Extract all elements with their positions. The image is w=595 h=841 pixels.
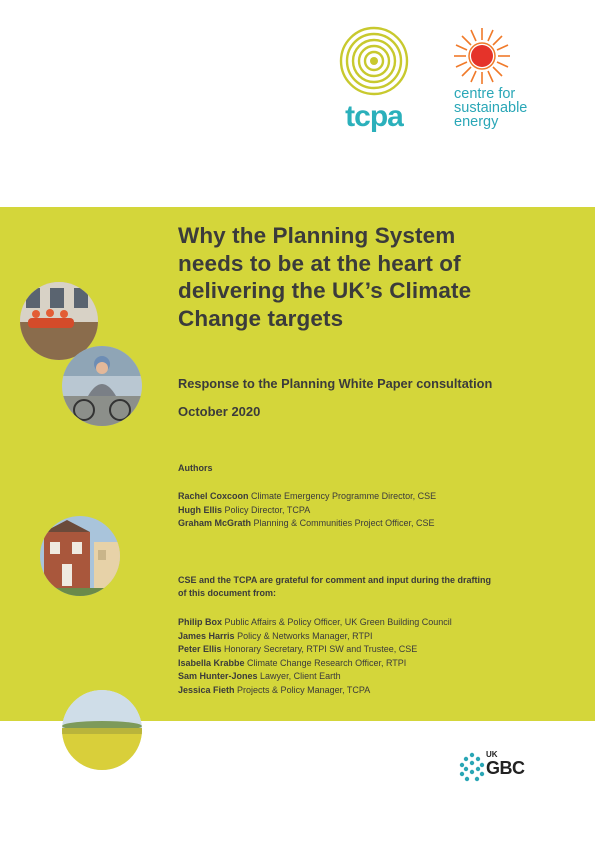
houses-photo <box>40 516 120 596</box>
contributor-row: Isabella Krabbe Climate Change Research Officer, RTPI <box>178 657 407 668</box>
authors-heading: Authors <box>178 463 213 473</box>
author-row: Graham McGrath Planning & Communities Project Officer, CSE <box>178 518 435 529</box>
contributor-row: Sam Hunter-Jones Lawyer, Client Earth <box>178 671 341 682</box>
ukgbc-gbc-text: GBC <box>486 758 525 778</box>
ukgbc-mark-icon <box>458 750 486 784</box>
contributor-row: James Harris Policy & Networks Manager, RTPI <box>178 630 373 641</box>
document-subtitle: Response to the Planning White Paper consultation <box>178 376 493 391</box>
contributor-row: Philip Box Public Affairs & Policy Officer, UK Green Building Council <box>178 617 452 627</box>
contributor-row: Peter Ellis Honorary Secretary, RTPI SW and Trustee, CSE <box>178 644 418 655</box>
cse-wordmark: centre for sustainable energy <box>454 86 528 130</box>
sun-icon <box>450 24 520 88</box>
document-date: October 2020 <box>178 404 261 419</box>
author-row: Hugh Ellis Policy Director, TCPA <box>178 504 311 515</box>
contributor-row: Jessica Fieth Projects & Policy Manager, TCPA <box>178 684 371 695</box>
ukgbc-uk-text: UK <box>486 750 498 759</box>
authors-list <box>178 490 436 531</box>
cse-logo <box>448 24 568 136</box>
cyclist-photo <box>62 346 142 426</box>
acknowledgement-text: CSE and the TCPA are grateful for comment and input during the drafting of this document from: <box>178 575 492 599</box>
document-title: Why the Planning System needs to be at the heart of delivering the UK’s Climate Change targets <box>178 223 472 331</box>
tcpa-wordmark: tcpa <box>345 100 403 133</box>
field-photo <box>62 690 142 770</box>
tcpa-rings-icon <box>334 24 414 100</box>
author-row: Rachel Coxcoon Climate Emergency Programme Director, CSE <box>178 491 437 501</box>
ukgbc-logo <box>458 750 530 784</box>
tcpa-logo <box>334 24 414 136</box>
contributors-list <box>178 616 452 698</box>
